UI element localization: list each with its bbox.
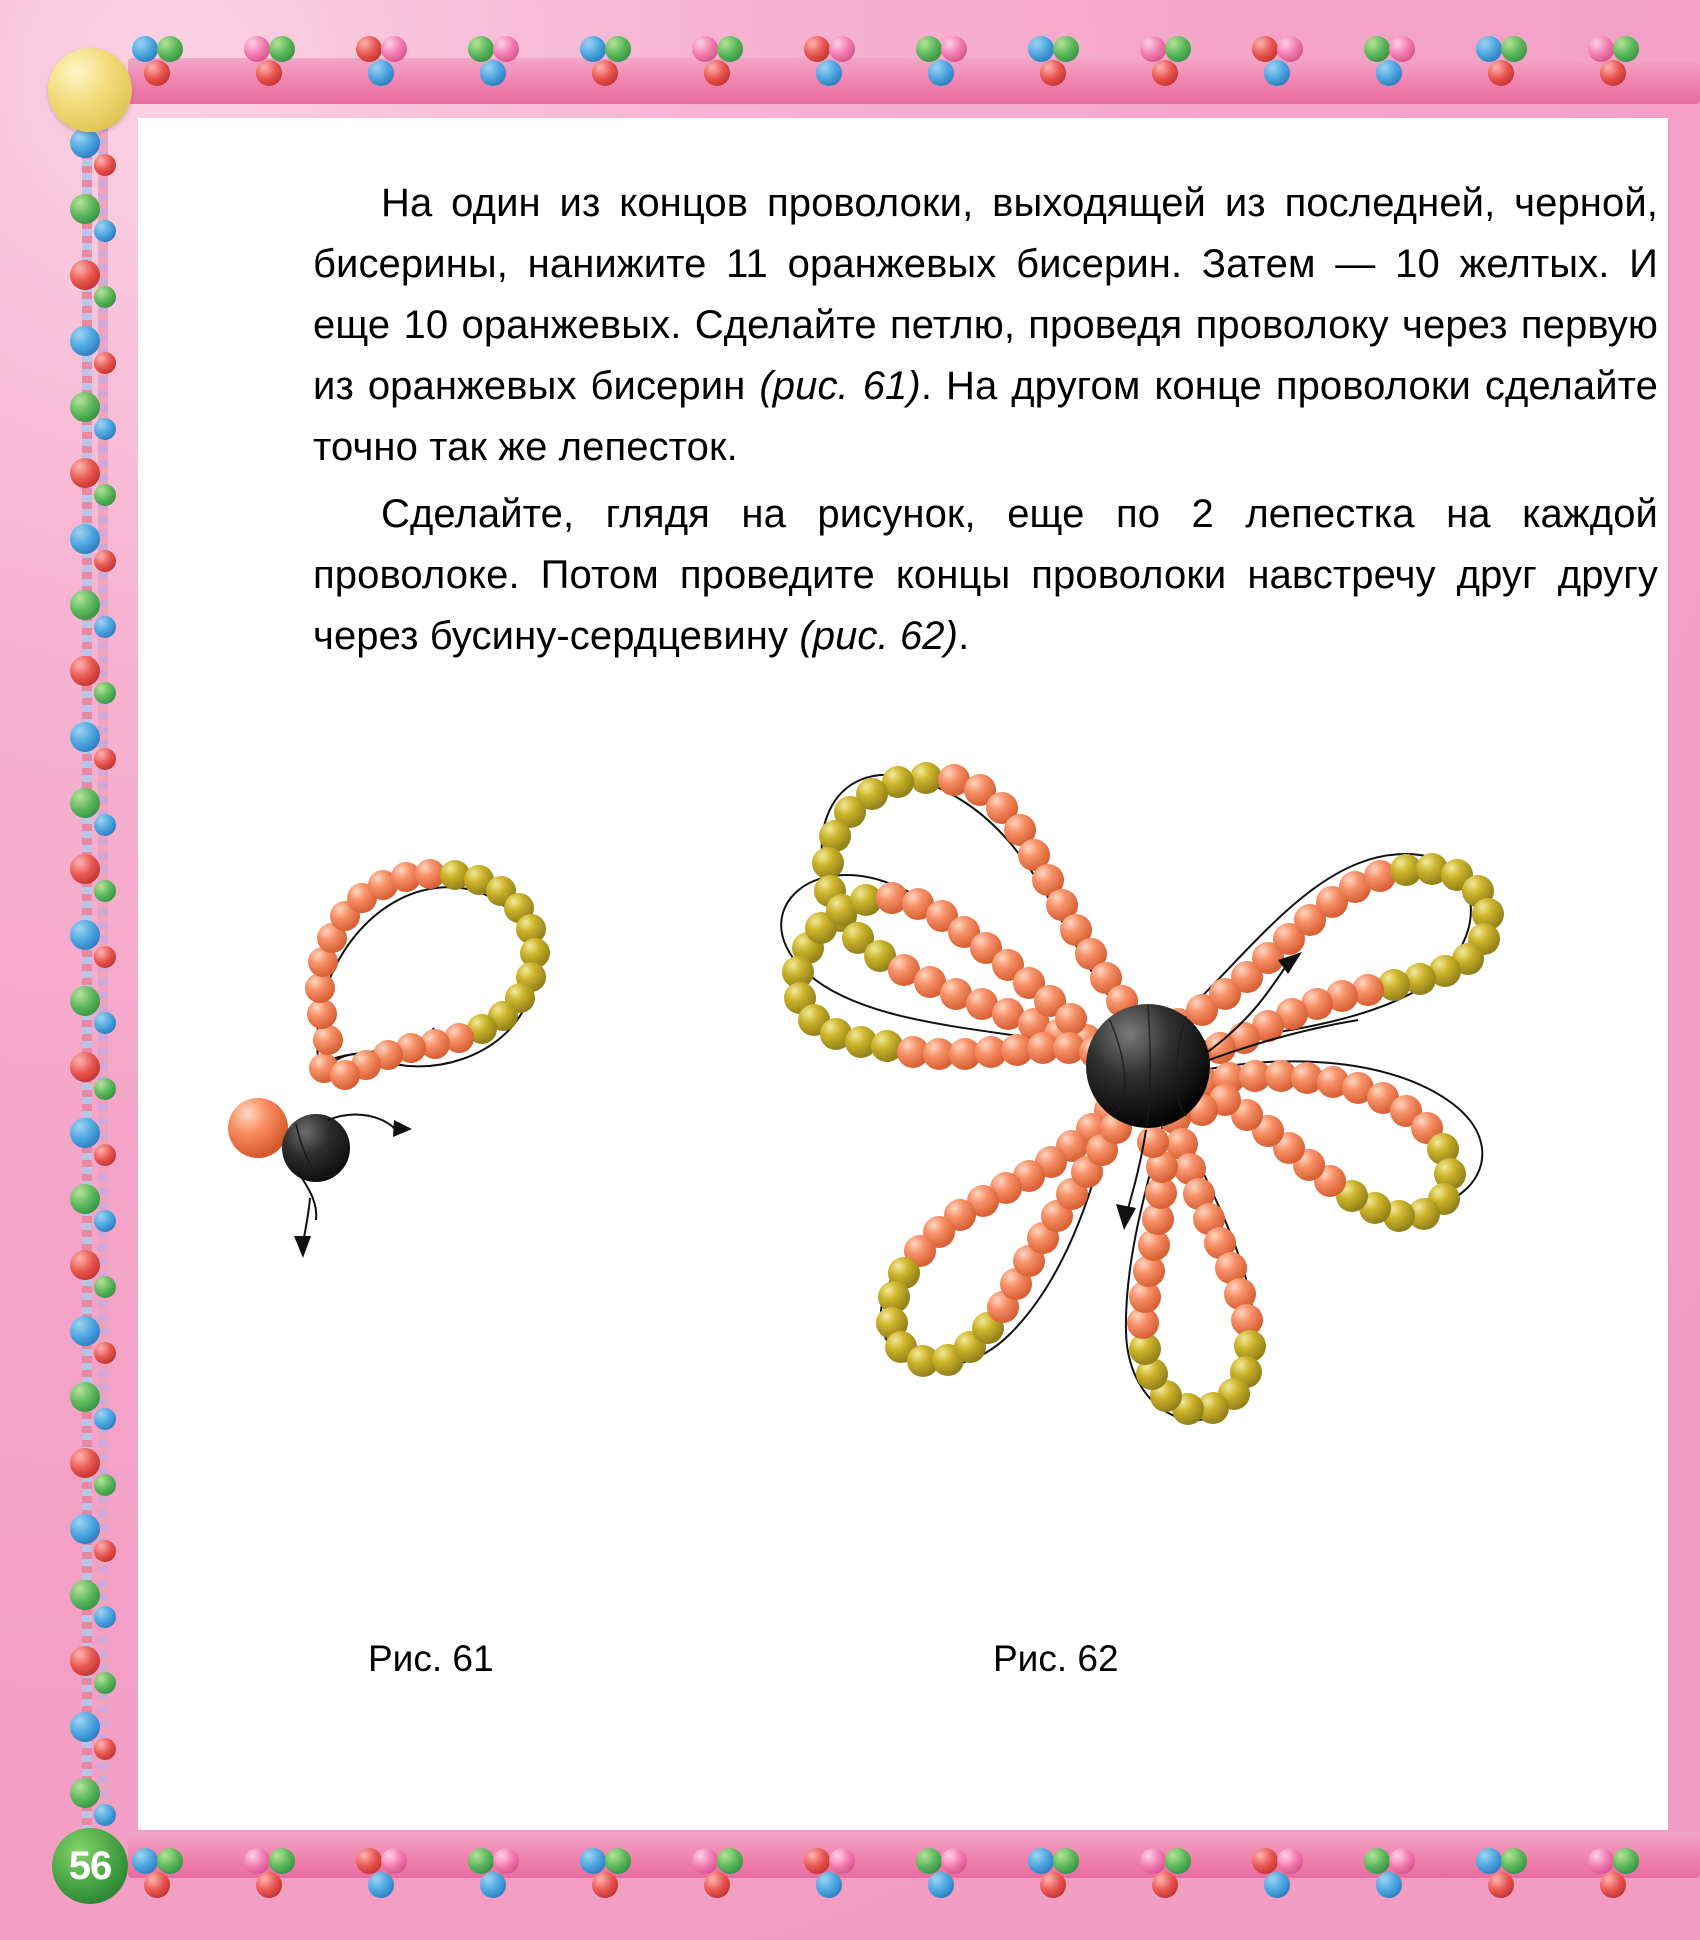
figure-61-caption: Рис. 61 (368, 1638, 494, 1679)
bead (94, 748, 116, 770)
bead (70, 1382, 100, 1412)
paragraph-1-tail: . На другом конце проволоки сделайте точно так же лепесток. (313, 364, 1658, 469)
bead-cluster (916, 1848, 978, 1918)
bead-cluster (1252, 36, 1314, 106)
bead-cluster (1140, 36, 1202, 106)
bead (1600, 60, 1626, 86)
bead (1389, 36, 1415, 62)
bead-cluster (1588, 36, 1650, 106)
page-number: 56 (52, 1828, 128, 1904)
bead (941, 36, 967, 62)
bead (70, 128, 100, 158)
bead (1053, 1848, 1079, 1874)
bead (928, 60, 954, 86)
bead-cluster (916, 36, 978, 106)
bead (94, 1804, 116, 1826)
figure-61-illustration (198, 728, 718, 1428)
bead (70, 920, 100, 950)
bead (70, 458, 100, 488)
bead (94, 814, 116, 836)
bead (1264, 1872, 1290, 1898)
bead (70, 524, 100, 554)
bead (1364, 36, 1390, 62)
bead-cluster (1364, 1848, 1426, 1918)
bead (70, 260, 100, 290)
bead (1040, 60, 1066, 86)
bead (493, 36, 519, 62)
bead (1600, 1872, 1626, 1898)
bead (717, 36, 743, 62)
bottom-bead-border (128, 1826, 1700, 1918)
bead (692, 36, 718, 62)
bead (1588, 1848, 1614, 1874)
bead (70, 194, 100, 224)
bead (70, 1052, 100, 1082)
bead (381, 1848, 407, 1874)
bead-cluster (804, 1848, 866, 1918)
bead (1152, 1872, 1178, 1898)
bead (1588, 36, 1614, 62)
bead (70, 326, 100, 356)
bead (94, 1672, 116, 1694)
bead (1040, 1872, 1066, 1898)
bead (356, 1848, 382, 1874)
bead-cluster (132, 36, 194, 106)
bead (1264, 60, 1290, 86)
bead (94, 1210, 116, 1232)
bead (1476, 1848, 1502, 1874)
bead (94, 1276, 116, 1298)
bead (1501, 1848, 1527, 1874)
bead (368, 1872, 394, 1898)
bead (1277, 36, 1303, 62)
bead (592, 60, 618, 86)
bead (70, 722, 100, 752)
bead (1501, 36, 1527, 62)
bead (94, 1144, 116, 1166)
top-bead-border (128, 22, 1700, 114)
left-bead-border (38, 110, 134, 1850)
bead-cluster (804, 36, 866, 106)
bead (70, 392, 100, 422)
bead (493, 1848, 519, 1874)
corner-yellow-bead (48, 48, 132, 132)
bead (816, 60, 842, 86)
bead (269, 36, 295, 62)
bead (144, 60, 170, 86)
figure-ref-62: (рис. 62) (799, 614, 959, 658)
bead (916, 36, 942, 62)
bead (94, 286, 116, 308)
bead (70, 1514, 100, 1544)
bead (941, 1848, 967, 1874)
bead (256, 1872, 282, 1898)
figure-62-caption: Рис. 62 (993, 1638, 1119, 1679)
bead-cluster (580, 36, 642, 106)
bead (94, 1474, 116, 1496)
paragraph-1-text: На один из концов проволоки, выходящей из последней, черной, бисерины, нанижите 11 оранжевых бисерин. Затем — 10 желтых. И еще 10 оранжевых. Сделайте петлю, проведя проволоку через первую из оранжевых бисерин (313, 181, 1658, 408)
bead (605, 1848, 631, 1874)
bead (144, 1872, 170, 1898)
bead (70, 1712, 100, 1742)
figure-ref-61: (рис. 61) (759, 364, 921, 408)
bead (1252, 1848, 1278, 1874)
bead (70, 1250, 100, 1280)
bead (480, 60, 506, 86)
content-sheet (138, 118, 1668, 1830)
bead (94, 682, 116, 704)
bead (132, 36, 158, 62)
paragraph-1 (313, 173, 1658, 478)
bead-cluster (356, 1848, 418, 1918)
bead (1152, 60, 1178, 86)
bead (70, 590, 100, 620)
bead (94, 550, 116, 572)
bead (94, 880, 116, 902)
bead-cluster (692, 36, 754, 106)
bead (244, 36, 270, 62)
bead (94, 154, 116, 176)
bead (1053, 36, 1079, 62)
bead (157, 1848, 183, 1874)
bead (1252, 36, 1278, 62)
bead (1476, 36, 1502, 62)
paragraph-2-tail: . (958, 614, 970, 658)
bead (368, 60, 394, 86)
bead (580, 36, 606, 62)
bead-cluster (1364, 36, 1426, 106)
bead (829, 1848, 855, 1874)
bead (94, 1342, 116, 1364)
bead (70, 1316, 100, 1346)
bead (94, 1078, 116, 1100)
bead (70, 986, 100, 1016)
bead-cluster (692, 1848, 754, 1918)
bead (1389, 1848, 1415, 1874)
bead (804, 1848, 830, 1874)
bead (269, 1848, 295, 1874)
body-text (313, 173, 1658, 667)
bead-cluster (468, 1848, 530, 1918)
bead (1364, 1848, 1390, 1874)
bead (1488, 1872, 1514, 1898)
bead (1376, 60, 1402, 86)
bead (70, 1646, 100, 1676)
bead (704, 60, 730, 86)
bead (94, 616, 116, 638)
bead (916, 1848, 942, 1874)
bead (829, 36, 855, 62)
figure-62-illustration (658, 648, 1618, 1568)
bead (592, 1872, 618, 1898)
bead (1613, 36, 1639, 62)
bead (70, 1448, 100, 1478)
bead-cluster (244, 1848, 306, 1918)
bead (468, 36, 494, 62)
bead-cluster (1028, 1848, 1090, 1918)
paragraph-2-text: Сделайте, глядя на рисунок, еще по 2 лепестка на каждой проволоке. Потом проведите концы проволоки навстречу друг другу через бусину-сердцевину (313, 492, 1658, 658)
bead (1165, 36, 1191, 62)
bead (1165, 1848, 1191, 1874)
bead (704, 1872, 730, 1898)
bead (468, 1848, 494, 1874)
bead (1277, 1848, 1303, 1874)
bead (1028, 36, 1054, 62)
bead (70, 788, 100, 818)
bead-cluster (1028, 36, 1090, 106)
bead-cluster (1476, 1848, 1538, 1918)
bead (580, 1848, 606, 1874)
bead (94, 1408, 116, 1430)
bead (70, 656, 100, 686)
bead (381, 36, 407, 62)
bead (94, 484, 116, 506)
bead (1028, 1848, 1054, 1874)
bead (94, 946, 116, 968)
bead-cluster (1252, 1848, 1314, 1918)
bead (816, 1872, 842, 1898)
bead (94, 1012, 116, 1034)
bead-cluster (468, 36, 530, 106)
bead (94, 1606, 116, 1628)
bead-cluster (244, 36, 306, 106)
bead (94, 220, 116, 242)
bead (70, 1778, 100, 1808)
bead (1488, 60, 1514, 86)
bead (244, 1848, 270, 1874)
bead (1140, 1848, 1166, 1874)
bead (480, 1872, 506, 1898)
bead (70, 1118, 100, 1148)
bead (94, 1540, 116, 1562)
bead (356, 36, 382, 62)
bead-cluster (356, 36, 418, 106)
bead (1140, 36, 1166, 62)
bead (70, 854, 100, 884)
bead (132, 1848, 158, 1874)
bead-cluster (132, 1848, 194, 1918)
bead (70, 1580, 100, 1610)
bead (157, 36, 183, 62)
bead (256, 60, 282, 86)
bead (94, 352, 116, 374)
bead (1613, 1848, 1639, 1874)
figure-area (138, 618, 1668, 1698)
bead-cluster (1140, 1848, 1202, 1918)
bead-cluster (1588, 1848, 1650, 1918)
bead (717, 1848, 743, 1874)
bead (605, 36, 631, 62)
bead-cluster (580, 1848, 642, 1918)
bead (94, 1738, 116, 1760)
bead (804, 36, 830, 62)
bead (94, 418, 116, 440)
bead (70, 1184, 100, 1214)
bead (1376, 1872, 1402, 1898)
bead-cluster (1476, 36, 1538, 106)
bead (928, 1872, 954, 1898)
fig61-orange-core-bead (228, 1098, 288, 1158)
bead (692, 1848, 718, 1874)
